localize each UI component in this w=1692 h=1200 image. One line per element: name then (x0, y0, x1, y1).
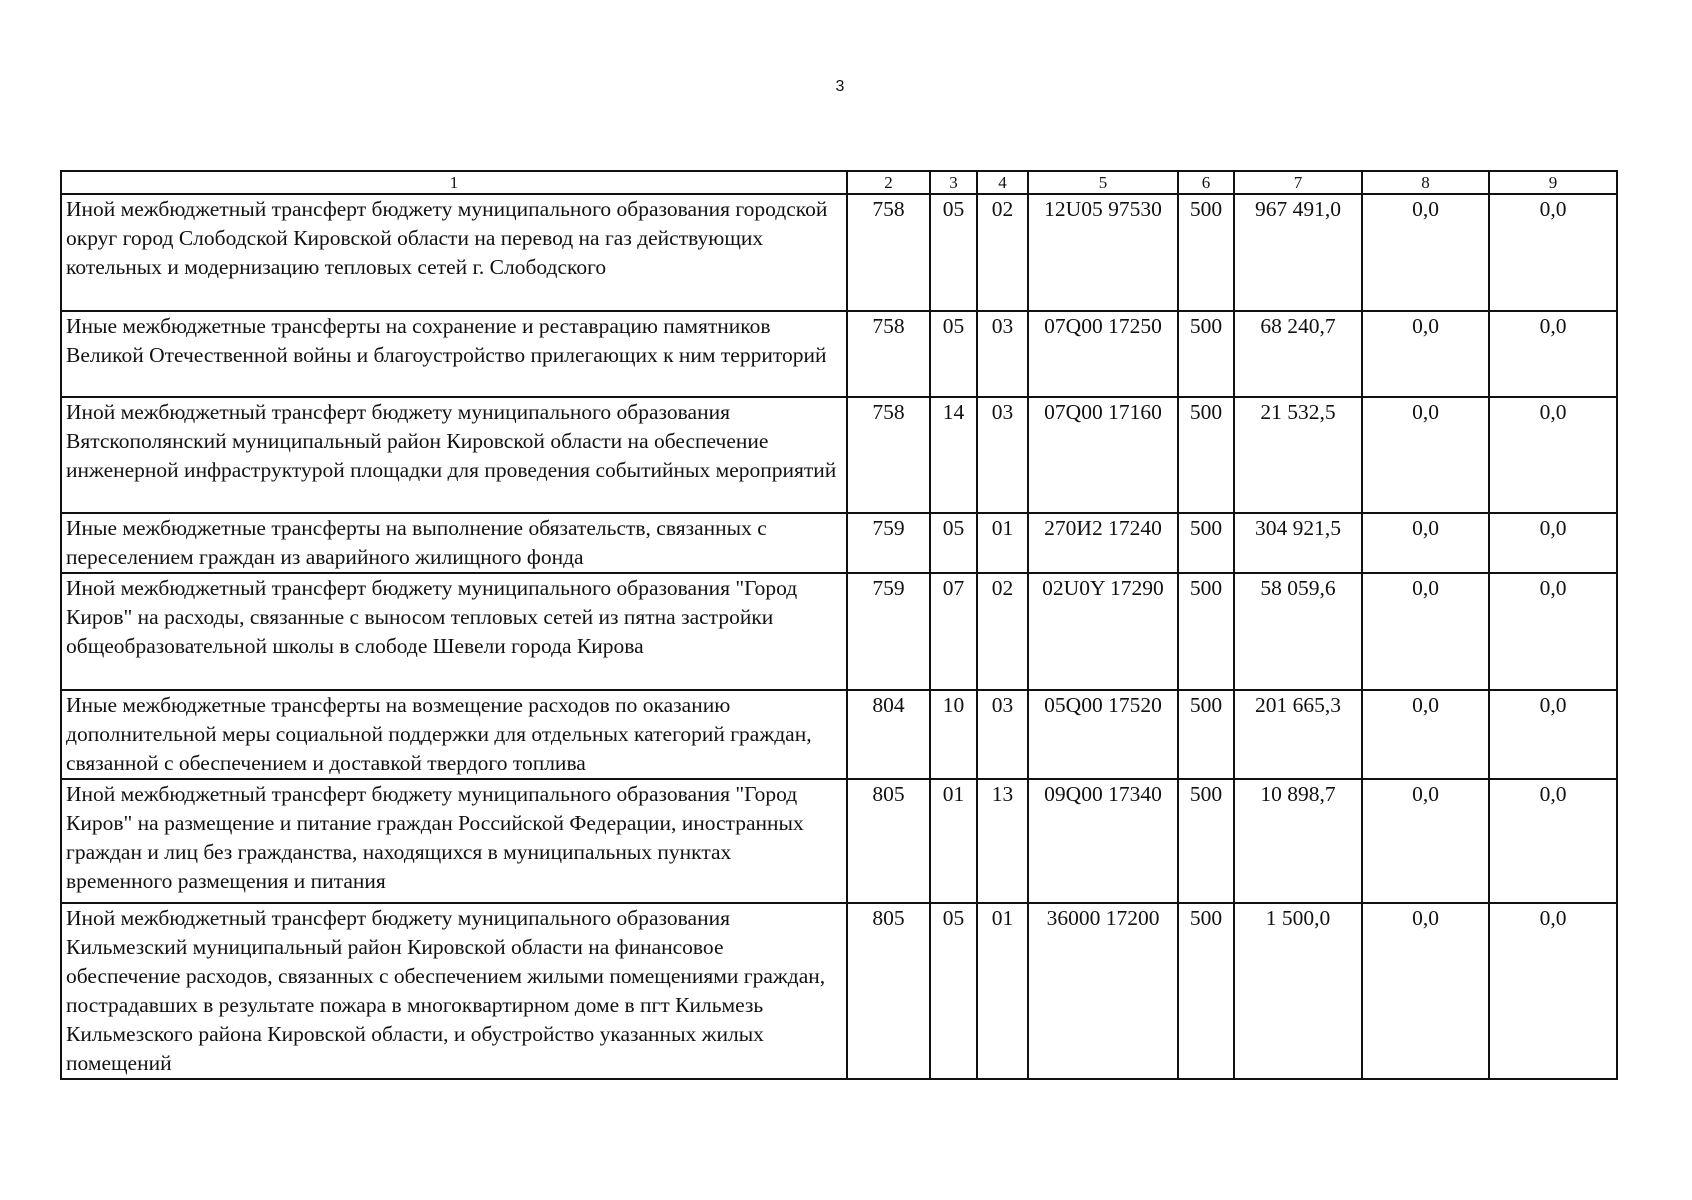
table-row (61, 573, 1617, 690)
ministry-code: 758 (847, 311, 930, 397)
ministry-code: 759 (847, 513, 930, 573)
table-row (61, 903, 1617, 1079)
section-code: 05 (930, 903, 977, 1079)
col9-value: 0,0 (1489, 513, 1617, 573)
section-code: 10 (930, 690, 977, 779)
amount-value: 68 240,7 (1234, 311, 1362, 397)
col8-value: 0,0 (1362, 690, 1489, 779)
section-code: 07 (930, 573, 977, 690)
table-row (61, 513, 1617, 573)
ministry-code: 759 (847, 573, 930, 690)
amount-value: 10 898,7 (1234, 779, 1362, 903)
table-header-row (61, 171, 1617, 194)
col8-value: 0,0 (1362, 779, 1489, 903)
table-row (61, 311, 1617, 397)
header-cell: 7 (1234, 171, 1362, 194)
subsection-code: 03 (977, 397, 1028, 513)
amount-value: 304 921,5 (1234, 513, 1362, 573)
subsection-code: 03 (977, 690, 1028, 779)
section-code: 01 (930, 779, 977, 903)
amount-value: 1 500,0 (1234, 903, 1362, 1079)
ministry-code: 805 (847, 779, 930, 903)
ministry-code: 758 (847, 194, 930, 311)
col8-value: 0,0 (1362, 397, 1489, 513)
target-code: 12U05 97530 (1028, 194, 1178, 311)
row-description: Иной межбюджетный трансферт бюджету муниципального образования городской округ город Слободской Кировской области на перевод на газ действующих котельных и модернизацию тепловых сетей г. Слободского (61, 194, 847, 311)
budget-table (60, 170, 1618, 1080)
subsection-code: 13 (977, 779, 1028, 903)
col9-value: 0,0 (1489, 573, 1617, 690)
header-cell: 9 (1489, 171, 1617, 194)
target-code: 05Q00 17520 (1028, 690, 1178, 779)
row-description: Иные межбюджетные трансферты на выполнение обязательств, связанных с переселением граждан из аварийного жилищного фонда (61, 513, 847, 573)
table-row (61, 779, 1617, 903)
row-description: Иные межбюджетные трансферты на сохранение и реставрацию памятников Великой Отечественной войны и благоустройство прилегающих к ним территорий (61, 311, 847, 397)
subsection-code: 02 (977, 573, 1028, 690)
col8-value: 0,0 (1362, 194, 1489, 311)
col8-value: 0,0 (1362, 311, 1489, 397)
header-cell: 3 (930, 171, 977, 194)
row-description: Иной межбюджетный трансферт бюджету муниципального образования Кильмезский муниципальный район Кировской области на финансовое обеспечение расходов, связанных с обеспечением жилыми помещениями граждан, пострадавших в результате пожара в многоквартирном доме в пгт Кильмезь Кильмезского района Кировской области, и обустройство указанных жилых помещений (61, 903, 847, 1079)
amount-value: 58 059,6 (1234, 573, 1362, 690)
ministry-code: 758 (847, 397, 930, 513)
expense-type-code: 500 (1178, 573, 1234, 690)
col9-value: 0,0 (1489, 903, 1617, 1079)
subsection-code: 01 (977, 513, 1028, 573)
col9-value: 0,0 (1489, 194, 1617, 311)
target-code: 07Q00 17160 (1028, 397, 1178, 513)
row-description: Иной межбюджетный трансферт бюджету муниципального образования "Город Киров" на размещение и питание граждан Российской Федерации, иностранных граждан и лиц без гражданства, находящихся в муниципальных пунктах временного размещения и питания (61, 779, 847, 903)
section-code: 05 (930, 513, 977, 573)
header-cell: 8 (1362, 171, 1489, 194)
target-code: 270И2 17240 (1028, 513, 1178, 573)
target-code: 36000 17200 (1028, 903, 1178, 1079)
amount-value: 201 665,3 (1234, 690, 1362, 779)
header-cell: 6 (1178, 171, 1234, 194)
expense-type-code: 500 (1178, 513, 1234, 573)
row-description: Иные межбюджетные трансферты на возмещение расходов по оказанию дополнительной меры социальной поддержки для отдельных категорий граждан, связанной с обеспечением и доставкой твердого топлива (61, 690, 847, 779)
header-cell: 1 (61, 171, 847, 194)
col9-value: 0,0 (1489, 690, 1617, 779)
subsection-code: 02 (977, 194, 1028, 311)
subsection-code: 01 (977, 903, 1028, 1079)
amount-value: 21 532,5 (1234, 397, 1362, 513)
expense-type-code: 500 (1178, 779, 1234, 903)
row-description: Иной межбюджетный трансферт бюджету муниципального образования Вятскополянский муниципальный район Кировской области на обеспечение инженерной инфраструктурой площадки для проведения событийных мероприятий (61, 397, 847, 513)
expense-type-code: 500 (1178, 690, 1234, 779)
ministry-code: 804 (847, 690, 930, 779)
section-code: 14 (930, 397, 977, 513)
col8-value: 0,0 (1362, 573, 1489, 690)
table-row (61, 194, 1617, 311)
ministry-code: 805 (847, 903, 930, 1079)
table-row (61, 397, 1617, 513)
section-code: 05 (930, 194, 977, 311)
col9-value: 0,0 (1489, 311, 1617, 397)
col9-value: 0,0 (1489, 397, 1617, 513)
table-row (61, 690, 1617, 779)
header-cell: 2 (847, 171, 930, 194)
header-cell: 4 (977, 171, 1028, 194)
expense-type-code: 500 (1178, 903, 1234, 1079)
col8-value: 0,0 (1362, 903, 1489, 1079)
header-cell: 5 (1028, 171, 1178, 194)
subsection-code: 03 (977, 311, 1028, 397)
expense-type-code: 500 (1178, 311, 1234, 397)
target-code: 02U0Y 17290 (1028, 573, 1178, 690)
target-code: 07Q00 17250 (1028, 311, 1178, 397)
amount-value: 967 491,0 (1234, 194, 1362, 311)
row-description: Иной межбюджетный трансферт бюджету муниципального образования "Город Киров" на расходы, связанные с выносом тепловых сетей из пятна застройки общеобразовательной школы в слободе Шевели города Кирова (61, 573, 847, 690)
target-code: 09Q00 17340 (1028, 779, 1178, 903)
col9-value: 0,0 (1489, 779, 1617, 903)
section-code: 05 (930, 311, 977, 397)
expense-type-code: 500 (1178, 194, 1234, 311)
expense-type-code: 500 (1178, 397, 1234, 513)
col8-value: 0,0 (1362, 513, 1489, 573)
page-number: 3 (835, 78, 845, 95)
